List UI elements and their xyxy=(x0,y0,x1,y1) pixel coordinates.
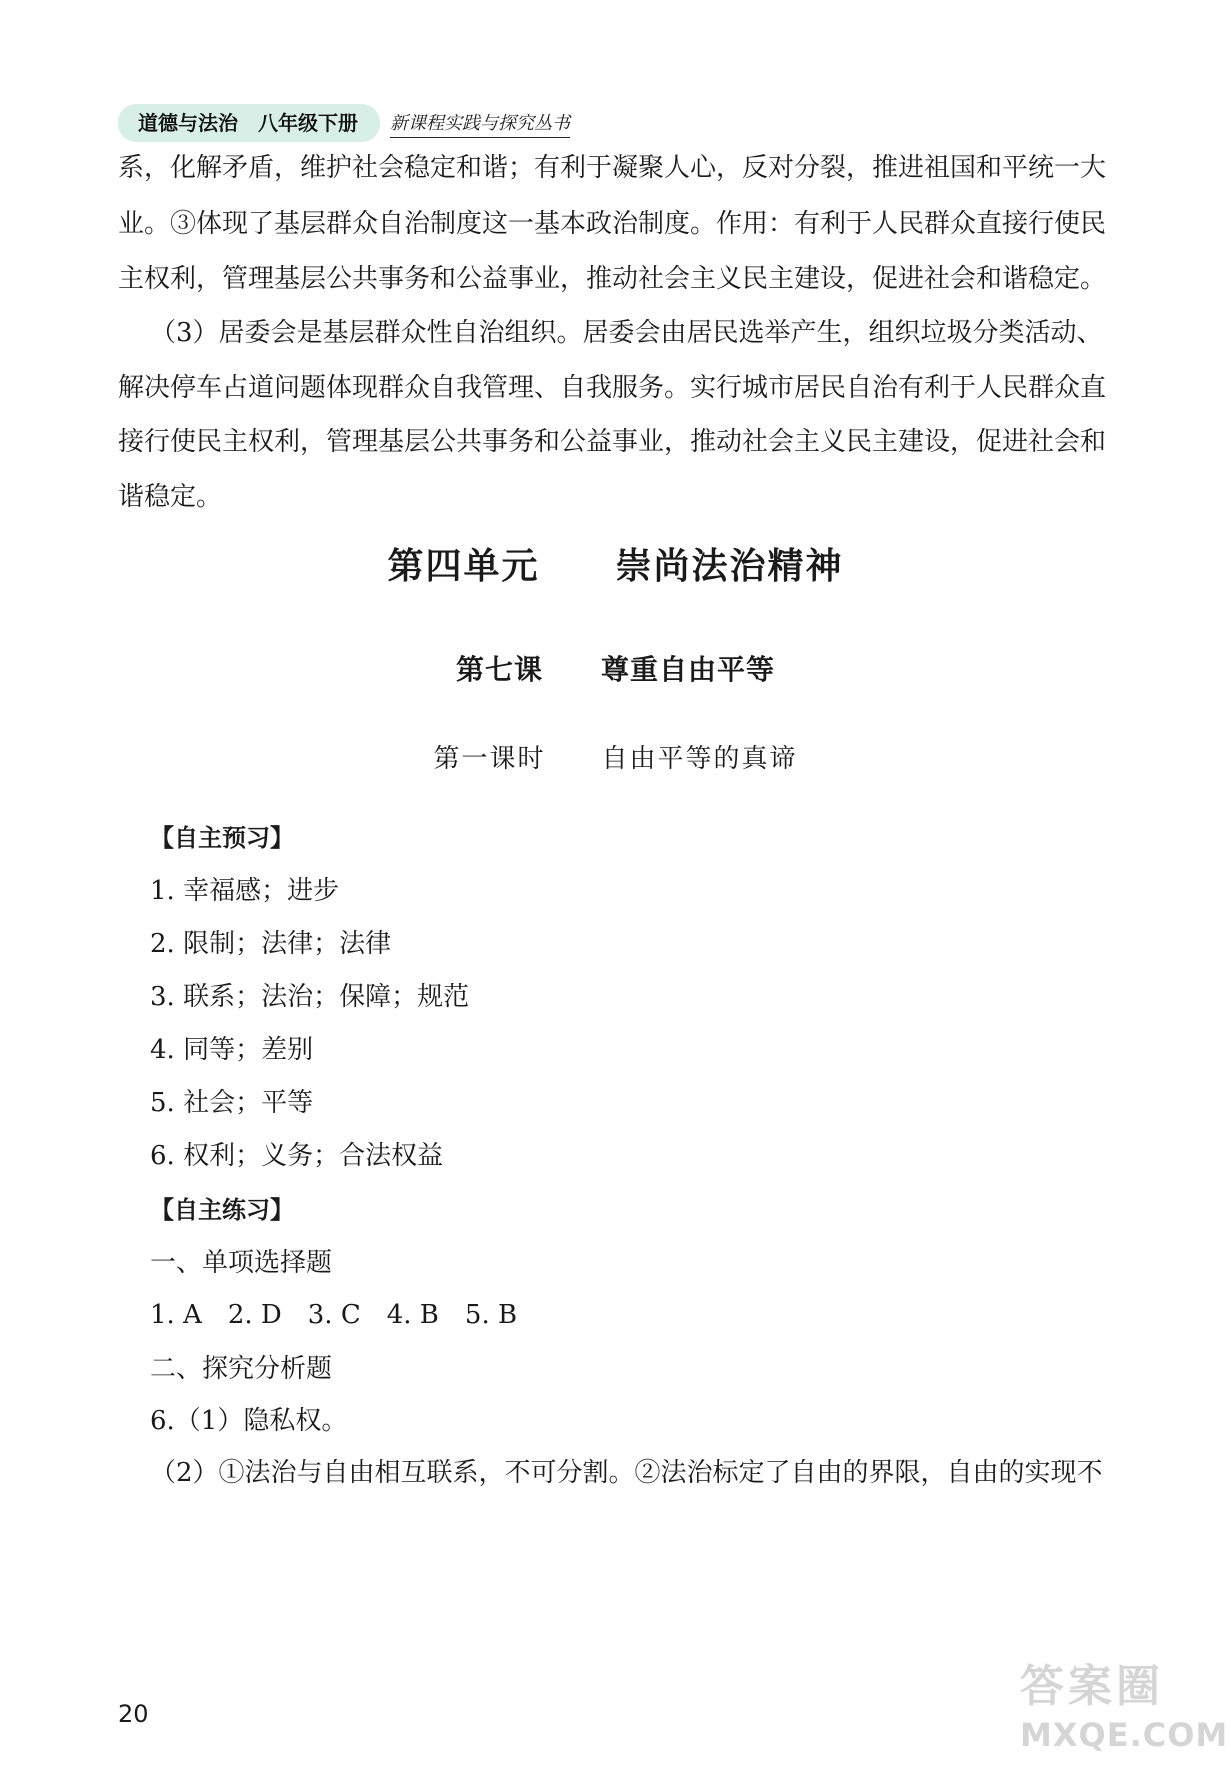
watermark-logo-text: 答案圈 xyxy=(1020,1661,1164,1712)
unit-title: 第四单元 崇尚法治精神 xyxy=(387,546,844,587)
period-title: 第一课时 自由平等的真谛 xyxy=(433,744,798,774)
part1-answers: 1. A 2. D 3. C 4. B 5. B xyxy=(150,1300,518,1330)
part1-title: 一、单项选择题 xyxy=(150,1248,333,1278)
list-item: 2. 限制；法律；法律 xyxy=(150,929,392,959)
watermark xyxy=(1020,1650,1229,1780)
text-line: 谐稳定。 xyxy=(118,482,223,512)
practice-heading: 【自主练习】 xyxy=(150,1196,294,1224)
list-item: 3. 联系；法治；保障；规范 xyxy=(150,982,470,1012)
watermark-url: MXQE.COM xyxy=(1020,1716,1229,1754)
subject-label: 道德与法治 八年级下册 xyxy=(118,104,380,142)
question-6-1: 6.（1）隐私权。 xyxy=(150,1406,348,1436)
list-item: 6. 权利；义务；合法权益 xyxy=(150,1141,444,1171)
text-line: 接行使民主权利，管理基层公共事务和公益事业，推动社会主义民主建设，促进社会和 xyxy=(118,427,1107,457)
part2-title: 二、探究分析题 xyxy=(150,1354,333,1384)
question-6-2: （2）①法治与自由相互联系，不可分割。②法治标定了自由的界限，自由的实现不 xyxy=(150,1458,1103,1488)
preview-heading: 【自主预习】 xyxy=(150,824,294,852)
page-number: 20 xyxy=(118,1700,149,1728)
text-line: 主权利，管理基层公共事务和公益事业，推动社会主义民主建设，促进社会和谐稳定。 xyxy=(118,264,1107,294)
running-header xyxy=(118,104,570,142)
text-line: 业。③体现了基层群众自治制度这一基本政治制度。作用：有利于人民群众直接行使民 xyxy=(118,209,1107,239)
series-label: 新课程实践与探究丛书 xyxy=(390,109,570,138)
lesson-title: 第七课 尊重自由平等 xyxy=(455,653,775,686)
list-item: 5. 社会；平等 xyxy=(150,1088,314,1118)
text-line: 解决停车占道问题体现群众自我管理、自我服务。实行城市居民自治有利于人民群众直 xyxy=(118,373,1107,403)
list-item: 4. 同等；差别 xyxy=(150,1035,314,1065)
text-line: （3）居委会是基层群众性自治组织。居委会由居民选举产生，组织垃圾分类活动、 xyxy=(150,318,1103,348)
text-line: 系，化解矛盾，维护社会稳定和谐；有利于凝聚人心，反对分裂，推进祖国和平统一大 xyxy=(118,153,1107,183)
list-item: 1. 幸福感；进步 xyxy=(150,876,340,906)
